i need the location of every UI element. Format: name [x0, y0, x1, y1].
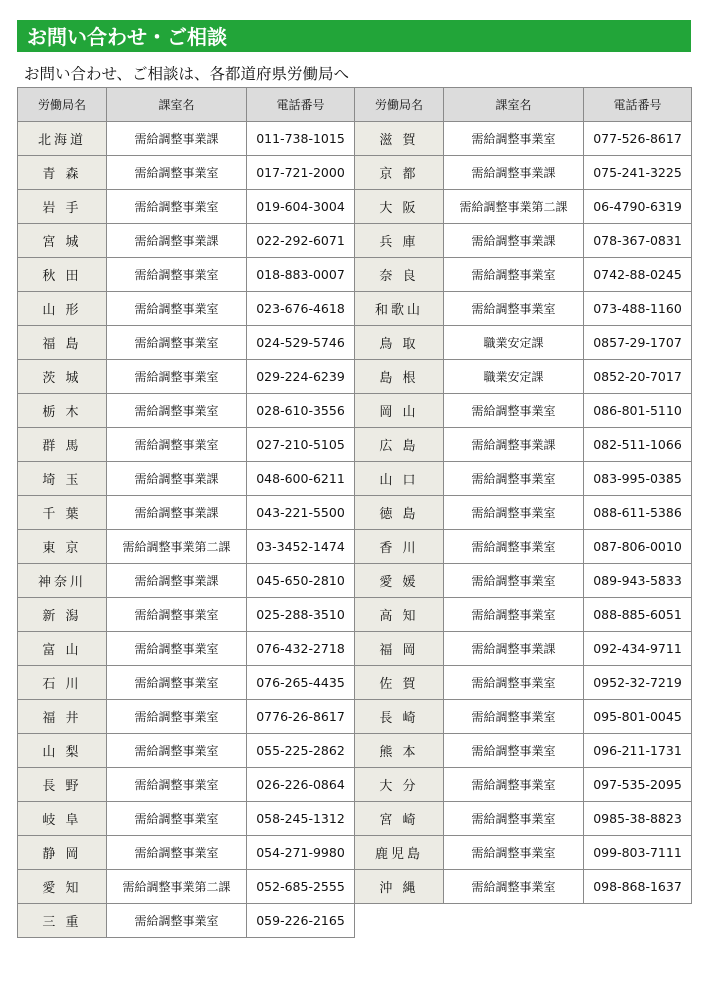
prefecture-cell: 奈 良: [355, 258, 444, 292]
section-cell: 需給調整事業室: [107, 326, 247, 360]
prefecture-cell: 和歌山: [355, 292, 444, 326]
table-row: [355, 802, 692, 836]
table-row: [18, 836, 355, 870]
phone-cell: 043-221-5500: [247, 496, 355, 530]
prefecture-cell: 北海道: [18, 122, 107, 156]
table-row: [355, 496, 692, 530]
prefecture-cell: 石 川: [18, 666, 107, 700]
section-cell: 需給調整事業第二課: [107, 870, 247, 904]
table-row: [18, 156, 355, 190]
prefecture-cell: 東 京: [18, 530, 107, 564]
section-cell: 需給調整事業課: [107, 496, 247, 530]
table-row: [18, 122, 355, 156]
table-row: [18, 326, 355, 360]
table-row: [18, 564, 355, 598]
table-row: [355, 190, 692, 224]
section-cell: 需給調整事業室: [107, 394, 247, 428]
phone-cell: 078-367-0831: [584, 224, 692, 258]
office-table-left: [17, 87, 355, 938]
section-cell: 需給調整事業室: [444, 530, 584, 564]
phone-cell: 028-610-3556: [247, 394, 355, 428]
phone-cell: 052-685-2555: [247, 870, 355, 904]
table-header-row: [355, 88, 692, 122]
section-cell: 需給調整事業課: [107, 564, 247, 598]
prefecture-cell: 宮 城: [18, 224, 107, 258]
phone-cell: 027-210-5105: [247, 428, 355, 462]
section-cell: 需給調整事業課: [107, 122, 247, 156]
header-section: 課室名: [444, 88, 584, 122]
prefecture-cell: 滋 賀: [355, 122, 444, 156]
table-row: [355, 564, 692, 598]
table-row: [355, 700, 692, 734]
phone-cell: 086-801-5110: [584, 394, 692, 428]
header-pref: 労働局名: [355, 88, 444, 122]
section-cell: 需給調整事業室: [444, 394, 584, 428]
prefecture-cell: 静 岡: [18, 836, 107, 870]
section-cell: 需給調整事業室: [444, 870, 584, 904]
section-cell: 需給調整事業室: [107, 836, 247, 870]
phone-cell: 098-868-1637: [584, 870, 692, 904]
section-cell: 需給調整事業室: [444, 462, 584, 496]
phone-cell: 06-4790-6319: [584, 190, 692, 224]
table-row: [18, 870, 355, 904]
table-row: [18, 768, 355, 802]
section-cell: 需給調整事業室: [444, 768, 584, 802]
prefecture-cell: 佐 賀: [355, 666, 444, 700]
table-row: [355, 360, 692, 394]
phone-cell: 099-803-7111: [584, 836, 692, 870]
phone-cell: 025-288-3510: [247, 598, 355, 632]
prefecture-cell: 沖 縄: [355, 870, 444, 904]
prefecture-cell: 鳥 取: [355, 326, 444, 360]
prefecture-cell: 京 都: [355, 156, 444, 190]
phone-cell: 0952-32-7219: [584, 666, 692, 700]
table-row: [355, 632, 692, 666]
prefecture-cell: 神奈川: [18, 564, 107, 598]
phone-cell: 055-225-2862: [247, 734, 355, 768]
table-row: [355, 734, 692, 768]
phone-cell: 076-265-4435: [247, 666, 355, 700]
prefecture-cell: 長 崎: [355, 700, 444, 734]
section-cell: 需給調整事業室: [107, 598, 247, 632]
table-row: [18, 190, 355, 224]
prefecture-cell: 青 森: [18, 156, 107, 190]
phone-cell: 095-801-0045: [584, 700, 692, 734]
section-cell: 需給調整事業室: [107, 768, 247, 802]
table-row: [355, 598, 692, 632]
section-cell: 需給調整事業課: [444, 224, 584, 258]
prefecture-cell: 愛 媛: [355, 564, 444, 598]
phone-cell: 048-600-6211: [247, 462, 355, 496]
section-cell: 需給調整事業第二課: [107, 530, 247, 564]
phone-cell: 0852-20-7017: [584, 360, 692, 394]
section-cell: 需給調整事業室: [444, 258, 584, 292]
prefecture-cell: 長 野: [18, 768, 107, 802]
table-row: [18, 700, 355, 734]
phone-cell: 029-224-6239: [247, 360, 355, 394]
table-row: [18, 598, 355, 632]
section-cell: 需給調整事業室: [107, 666, 247, 700]
table-row: [18, 734, 355, 768]
table-row: [18, 292, 355, 326]
phone-cell: 054-271-9980: [247, 836, 355, 870]
table-row: [355, 394, 692, 428]
prefecture-cell: 宮 崎: [355, 802, 444, 836]
section-cell: 職業安定課: [444, 326, 584, 360]
prefecture-cell: 群 馬: [18, 428, 107, 462]
phone-cell: 03-3452-1474: [247, 530, 355, 564]
table-row: [18, 462, 355, 496]
section-cell: 需給調整事業第二課: [444, 190, 584, 224]
phone-cell: 088-885-6051: [584, 598, 692, 632]
table-row: [18, 530, 355, 564]
table-row: [355, 224, 692, 258]
section-cell: 需給調整事業室: [444, 700, 584, 734]
phone-cell: 089-943-5833: [584, 564, 692, 598]
phone-cell: 097-535-2095: [584, 768, 692, 802]
phone-cell: 059-226-2165: [247, 904, 355, 938]
phone-cell: 017-721-2000: [247, 156, 355, 190]
prefecture-cell: 山 形: [18, 292, 107, 326]
prefecture-cell: 兵 庫: [355, 224, 444, 258]
section-cell: 需給調整事業室: [107, 632, 247, 666]
prefecture-cell: 富 山: [18, 632, 107, 666]
table-row: [18, 258, 355, 292]
phone-cell: 011-738-1015: [247, 122, 355, 156]
page-subtitle: お問い合わせ、ご相談は、各都道府県労働局へ: [24, 65, 350, 83]
table-row: [355, 258, 692, 292]
section-cell: 需給調整事業室: [444, 564, 584, 598]
table-row: [18, 428, 355, 462]
prefecture-cell: 福 岡: [355, 632, 444, 666]
prefecture-cell: 広 島: [355, 428, 444, 462]
section-cell: 需給調整事業室: [107, 258, 247, 292]
prefecture-cell: 秋 田: [18, 258, 107, 292]
phone-cell: 0776-26-8617: [247, 700, 355, 734]
table-row: [18, 360, 355, 394]
prefecture-cell: 島 根: [355, 360, 444, 394]
page-title: お問い合わせ・ご相談: [27, 25, 227, 49]
section-cell: 需給調整事業室: [444, 734, 584, 768]
section-cell: 需給調整事業室: [107, 156, 247, 190]
phone-cell: 077-526-8617: [584, 122, 692, 156]
section-cell: 需給調整事業課: [444, 632, 584, 666]
header-pref: 労働局名: [18, 88, 107, 122]
phone-cell: 023-676-4618: [247, 292, 355, 326]
prefecture-cell: 栃 木: [18, 394, 107, 428]
phone-cell: 088-611-5386: [584, 496, 692, 530]
prefecture-cell: 愛 知: [18, 870, 107, 904]
phone-cell: 082-511-1066: [584, 428, 692, 462]
page-title-banner: [17, 20, 691, 52]
phone-cell: 019-604-3004: [247, 190, 355, 224]
prefecture-cell: 千 葉: [18, 496, 107, 530]
prefecture-cell: 山 梨: [18, 734, 107, 768]
phone-cell: 076-432-2718: [247, 632, 355, 666]
phone-cell: 022-292-6071: [247, 224, 355, 258]
phone-cell: 024-529-5746: [247, 326, 355, 360]
prefecture-cell: 大 分: [355, 768, 444, 802]
phone-cell: 026-226-0864: [247, 768, 355, 802]
prefecture-cell: 岐 阜: [18, 802, 107, 836]
table-row: [18, 666, 355, 700]
phone-cell: 087-806-0010: [584, 530, 692, 564]
prefecture-cell: 熊 本: [355, 734, 444, 768]
table-row: [18, 904, 355, 938]
table-row: [18, 496, 355, 530]
phone-cell: 092-434-9711: [584, 632, 692, 666]
prefecture-cell: 新 潟: [18, 598, 107, 632]
table-row: [18, 394, 355, 428]
table-header-row: [18, 88, 355, 122]
prefecture-cell: 茨 城: [18, 360, 107, 394]
phone-cell: 083-995-0385: [584, 462, 692, 496]
table-row: [355, 292, 692, 326]
section-cell: 需給調整事業室: [444, 802, 584, 836]
section-cell: 需給調整事業課: [107, 224, 247, 258]
phone-cell: 0985-38-8823: [584, 802, 692, 836]
prefecture-cell: 鹿児島: [355, 836, 444, 870]
section-cell: 需給調整事業室: [444, 496, 584, 530]
section-cell: 需給調整事業課: [444, 428, 584, 462]
section-cell: 需給調整事業室: [107, 734, 247, 768]
prefecture-cell: 岡 山: [355, 394, 444, 428]
table-row: [355, 530, 692, 564]
section-cell: 需給調整事業室: [107, 802, 247, 836]
phone-cell: 0742-88-0245: [584, 258, 692, 292]
prefecture-cell: 岩 手: [18, 190, 107, 224]
section-cell: 需給調整事業室: [107, 292, 247, 326]
section-cell: 需給調整事業室: [107, 904, 247, 938]
section-cell: 需給調整事業室: [444, 598, 584, 632]
section-cell: 需給調整事業室: [444, 836, 584, 870]
table-row: [355, 870, 692, 904]
prefecture-cell: 高 知: [355, 598, 444, 632]
header-tel: 電話番号: [247, 88, 355, 122]
prefecture-cell: 福 島: [18, 326, 107, 360]
section-cell: 需給調整事業課: [444, 156, 584, 190]
table-row: [355, 836, 692, 870]
phone-cell: 0857-29-1707: [584, 326, 692, 360]
prefecture-cell: 三 重: [18, 904, 107, 938]
header-section: 課室名: [107, 88, 247, 122]
section-cell: 需給調整事業室: [107, 190, 247, 224]
header-tel: 電話番号: [584, 88, 692, 122]
office-table-right: [354, 87, 692, 904]
prefecture-cell: 大 阪: [355, 190, 444, 224]
section-cell: 需給調整事業課: [107, 462, 247, 496]
section-cell: 需給調整事業室: [444, 666, 584, 700]
table-row: [18, 802, 355, 836]
prefecture-cell: 香 川: [355, 530, 444, 564]
table-row: [355, 156, 692, 190]
table-row: [355, 666, 692, 700]
phone-cell: 018-883-0007: [247, 258, 355, 292]
table-row: [355, 326, 692, 360]
table-row: [355, 428, 692, 462]
section-cell: 需給調整事業室: [444, 122, 584, 156]
prefecture-cell: 山 口: [355, 462, 444, 496]
table-row: [18, 632, 355, 666]
section-cell: 職業安定課: [444, 360, 584, 394]
section-cell: 需給調整事業室: [107, 360, 247, 394]
section-cell: 需給調整事業室: [107, 428, 247, 462]
prefecture-cell: 徳 島: [355, 496, 444, 530]
phone-cell: 075-241-3225: [584, 156, 692, 190]
table-row: [355, 768, 692, 802]
section-cell: 需給調整事業室: [444, 292, 584, 326]
prefecture-cell: 福 井: [18, 700, 107, 734]
phone-cell: 058-245-1312: [247, 802, 355, 836]
table-row: [355, 462, 692, 496]
phone-cell: 073-488-1160: [584, 292, 692, 326]
section-cell: 需給調整事業室: [107, 700, 247, 734]
phone-cell: 045-650-2810: [247, 564, 355, 598]
table-row: [355, 122, 692, 156]
table-row: [18, 224, 355, 258]
prefecture-cell: 埼 玉: [18, 462, 107, 496]
phone-cell: 096-211-1731: [584, 734, 692, 768]
